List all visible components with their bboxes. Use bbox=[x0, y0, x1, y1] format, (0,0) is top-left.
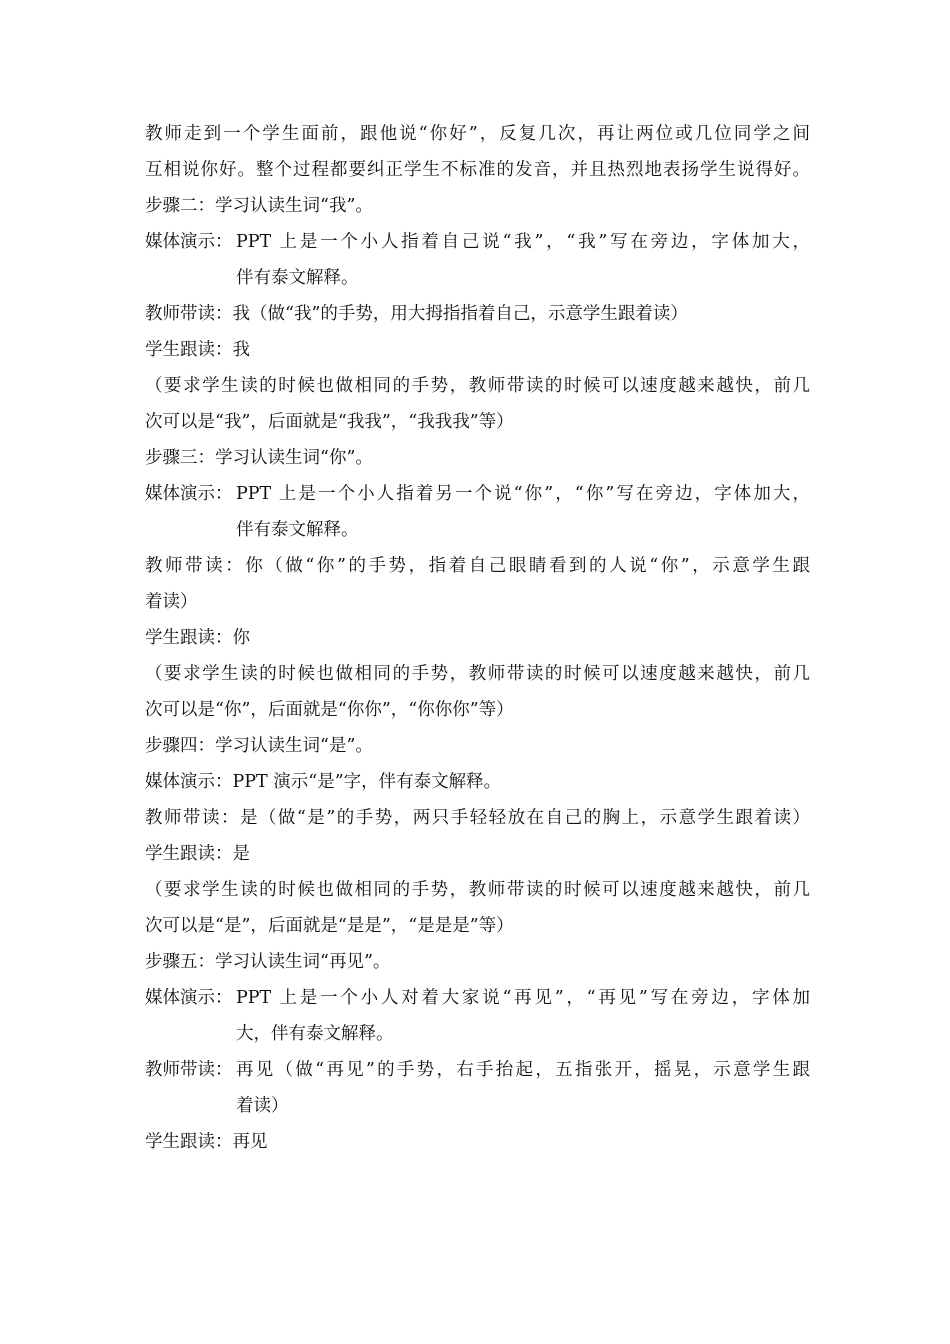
paragraph-line: 教师走到一个学生面前，跟他说“你好”，反复几次，再让两位或几位同学之间 bbox=[145, 124, 810, 144]
media-demo-block bbox=[145, 980, 810, 1052]
media-demo-line: PPT 上是一个小人对着大家说“再见”，“再见”写在旁边，字体加 bbox=[236, 988, 810, 1008]
media-demo-line: 媒体演示：PPT 演示“是”字，伴有泰文解释。 bbox=[145, 772, 502, 792]
teacher-lead-text bbox=[236, 1052, 810, 1124]
document-page bbox=[145, 116, 810, 1160]
media-demo-text bbox=[236, 224, 810, 296]
teacher-lead-line: 再见（做“再见”的手势，右手抬起，五指张开，摇晃，示意学生跟 bbox=[236, 1060, 810, 1080]
teacher-lead-label: 教师带读： bbox=[145, 1060, 233, 1080]
media-demo-line: 伴有泰文解释。 bbox=[236, 520, 359, 540]
media-demo-block bbox=[145, 224, 810, 296]
note-line: （要求学生读的时候也做相同的手势，教师带读的时候可以速度越来越快，前几 bbox=[145, 664, 810, 684]
teacher-lead-line: 教师带读：我（做“我”的手势，用大拇指指着自己，示意学生跟着读） bbox=[145, 304, 688, 324]
step-heading: 步骤五：学习认读生词“再见”。 bbox=[145, 952, 391, 972]
teacher-lead-line: 教师带读：你（做“你”的手势，指着自己眼睛看到的人说“你”，示意学生跟 bbox=[145, 556, 810, 576]
media-demo-block bbox=[145, 476, 810, 548]
media-demo-label: 媒体演示： bbox=[145, 484, 233, 504]
teacher-lead-line: 着读） bbox=[236, 1096, 289, 1116]
teacher-lead-line: 着读） bbox=[145, 592, 198, 612]
media-demo-text bbox=[236, 980, 810, 1052]
note-line: 次可以是“你”，后面就是“你你”，“你你你”等） bbox=[145, 700, 514, 720]
media-demo-line: 伴有泰文解释。 bbox=[236, 268, 359, 288]
student-follow-line: 学生跟读：是 bbox=[145, 844, 250, 864]
media-demo-text bbox=[236, 476, 810, 548]
step-heading: 步骤四：学习认读生词“是”。 bbox=[145, 736, 373, 756]
note-line: （要求学生读的时候也做相同的手势，教师带读的时候可以速度越来越快，前几 bbox=[145, 376, 810, 396]
note-line: 次可以是“我”，后面就是“我我”，“我我我”等） bbox=[145, 412, 514, 432]
media-demo-label: 媒体演示： bbox=[145, 232, 233, 252]
step-heading: 步骤二：学习认读生词“我”。 bbox=[145, 196, 373, 216]
media-demo-line: 大，伴有泰文解释。 bbox=[236, 1024, 394, 1044]
step-heading: 步骤三：学习认读生词“你”。 bbox=[145, 448, 373, 468]
student-follow-line: 学生跟读：我 bbox=[145, 340, 250, 360]
paragraph-line: 互相说你好。整个过程都要纠正学生不标准的发音，并且热烈地表扬学生说得好。 bbox=[145, 160, 810, 180]
media-demo-label: 媒体演示： bbox=[145, 988, 233, 1008]
teacher-lead-line: 教师带读：是（做“是”的手势，两只手轻轻放在自己的胸上，示意学生跟着读） bbox=[145, 808, 810, 828]
student-follow-line: 学生跟读：再见 bbox=[145, 1132, 268, 1152]
note-line: （要求学生读的时候也做相同的手势，教师带读的时候可以速度越来越快，前几 bbox=[145, 880, 810, 900]
media-demo-line: PPT 上是一个小人指着另一个说“你”，“你”写在旁边，字体加大， bbox=[236, 484, 810, 504]
teacher-lead-block bbox=[145, 1052, 810, 1124]
note-line: 次可以是“是”，后面就是“是是”，“是是是”等） bbox=[145, 916, 514, 936]
student-follow-line: 学生跟读：你 bbox=[145, 628, 250, 648]
media-demo-line: PPT 上是一个小人指着自己说“我”，“我”写在旁边，字体加大， bbox=[236, 232, 810, 252]
